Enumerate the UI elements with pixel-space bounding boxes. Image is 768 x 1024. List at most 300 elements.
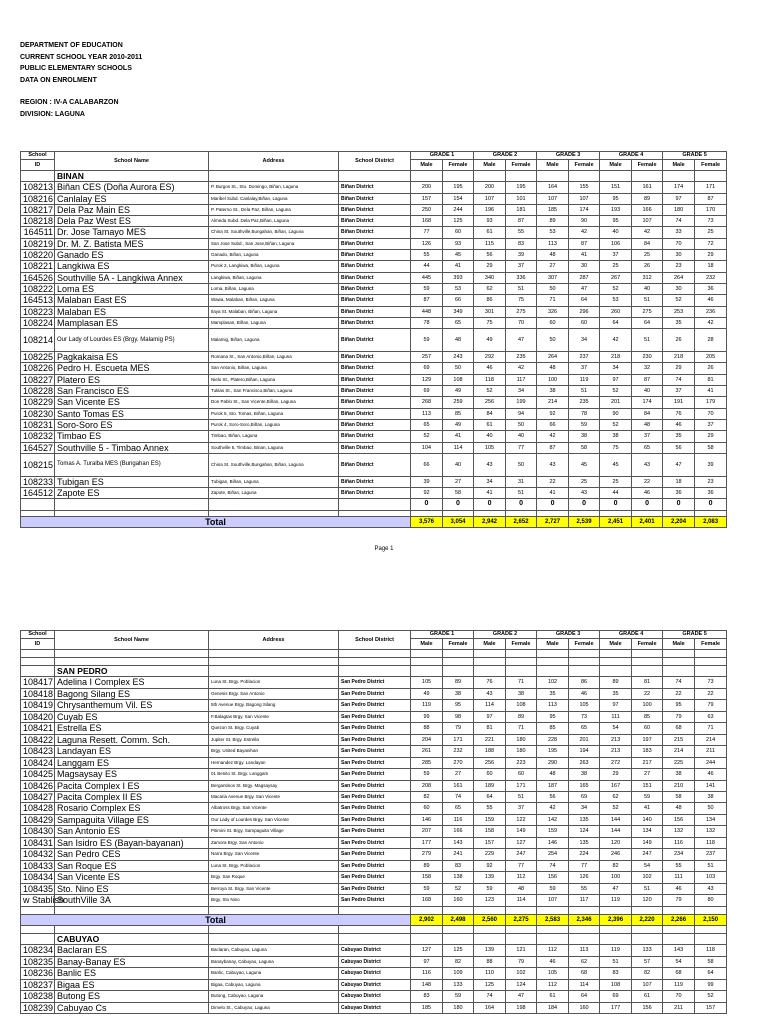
grade-5-male-count: 74 bbox=[663, 677, 695, 688]
school-id: 108228 bbox=[21, 386, 55, 397]
grade-5-male-count: 35 bbox=[663, 431, 695, 442]
enrolment-table-page-1 bbox=[20, 151, 727, 528]
grade-3-female-count: 87 bbox=[569, 238, 600, 249]
col-grade-1: GRADE 1 bbox=[411, 631, 474, 639]
grade-5-female-count: 73 bbox=[695, 677, 727, 688]
school-address-text: P. Burgos St., Sto. Domingo, Biñan, Laguna bbox=[211, 184, 299, 190]
grade-3-female-count: 237 bbox=[569, 352, 600, 363]
grade-5-male-count: 132 bbox=[663, 826, 695, 837]
blank-row bbox=[21, 650, 727, 658]
grade-5-female-count: 73 bbox=[695, 216, 727, 227]
total-value: 2,727 bbox=[537, 516, 569, 527]
school-row bbox=[21, 363, 727, 374]
header-school-type: PUBLIC ELEMENTARY SCHOOLS bbox=[20, 65, 132, 72]
school-row bbox=[21, 374, 727, 385]
school-address bbox=[209, 837, 339, 848]
grade-4-male-count: 42 bbox=[600, 329, 632, 352]
grade-2-female-count: 48 bbox=[506, 883, 537, 894]
grade-1-male-count: 59 bbox=[411, 883, 443, 894]
school-address-text: F.Balagtas Brgy. San Vicente bbox=[211, 713, 269, 719]
school-address bbox=[209, 295, 339, 306]
grade-4-male-count: 95 bbox=[600, 216, 632, 227]
school-id: 108418 bbox=[21, 688, 55, 699]
school-id: 108235 bbox=[21, 956, 55, 967]
school-name: SouthVille 3A bbox=[55, 895, 209, 906]
school-address-text: P. Paterno St., Dela Paz, Biñan, Laguna bbox=[211, 206, 291, 212]
col-male: Male bbox=[411, 160, 443, 171]
col-male: Male bbox=[474, 160, 506, 171]
grade-2-male-count: 97 bbox=[474, 711, 506, 722]
grade-5-male-count: 68 bbox=[663, 968, 695, 979]
grade-1-male-count: 207 bbox=[411, 826, 443, 837]
grade-2-female-count: 89 bbox=[506, 711, 537, 722]
col-school-id-bottom: ID bbox=[21, 639, 55, 650]
grade-1-male-count: 49 bbox=[411, 688, 443, 699]
grade-1-female-count: 83 bbox=[443, 860, 474, 871]
school-district: San Pedro District bbox=[339, 849, 411, 860]
grade-5-female-count: 18 bbox=[695, 261, 727, 272]
school-name: Southville 5 - Timbao Annex bbox=[55, 442, 209, 453]
grade-5-female-count: 70 bbox=[695, 408, 727, 419]
grade-5-male-count: 54 bbox=[663, 956, 695, 967]
grade-5-female-count: 29 bbox=[695, 250, 727, 261]
school-district: Biñan District bbox=[339, 419, 411, 430]
grade-3-male-count: 22 bbox=[537, 476, 569, 487]
total-value: 3,576 bbox=[411, 516, 443, 527]
school-address-text: Don Pablo St., San Vicente,Biñan, Laguna bbox=[211, 399, 296, 405]
grade-3-male-count: 60 bbox=[537, 317, 569, 328]
school-address-text: Tubigan, Biñan, Laguna bbox=[211, 478, 259, 484]
section-title-san-pedro: SAN PEDRO bbox=[55, 666, 209, 677]
grade-4-female-count: 100 bbox=[632, 700, 663, 711]
school-row bbox=[21, 329, 727, 352]
grade-1-male-count: 208 bbox=[411, 780, 443, 791]
school-address-text: Macaria Avenue Brgy. San Vicente bbox=[211, 793, 281, 799]
school-id: 108215 bbox=[21, 453, 55, 476]
grade-4-male-count: 97 bbox=[600, 374, 632, 385]
grade-3-male-count: 307 bbox=[537, 272, 569, 283]
school-id: 108238 bbox=[21, 991, 55, 1002]
grade-3-male-count: 113 bbox=[537, 238, 569, 249]
grade-3-female-count: 73 bbox=[569, 711, 600, 722]
total-value: 2,083 bbox=[695, 516, 727, 527]
grade-5-male-count: 174 bbox=[663, 182, 695, 193]
grade-4-male-count: 69 bbox=[600, 991, 632, 1002]
grade-5-female-count: 71 bbox=[695, 723, 727, 734]
grade-1-female-count: 143 bbox=[443, 837, 474, 848]
grade-4-female-count: 174 bbox=[632, 397, 663, 408]
grade-3-male-count: 113 bbox=[537, 700, 569, 711]
school-address bbox=[209, 272, 339, 283]
grade-1-female-count: 166 bbox=[443, 826, 474, 837]
grade-3-female-count: 68 bbox=[569, 968, 600, 979]
col-female: Female bbox=[569, 160, 600, 171]
grade-4-female-count: 140 bbox=[632, 814, 663, 825]
grade-1-female-count: 243 bbox=[443, 352, 474, 363]
grade-5-female-count: 103 bbox=[695, 872, 727, 883]
grade-2-male-count: 301 bbox=[474, 306, 506, 317]
school-address bbox=[209, 791, 339, 802]
zero-value: 0 bbox=[537, 499, 569, 510]
document-header bbox=[20, 40, 142, 120]
col-male: Male bbox=[537, 160, 569, 171]
school-id: 108220 bbox=[21, 250, 55, 261]
grade-2-male-count: 105 bbox=[474, 442, 506, 453]
grade-5-female-count: 232 bbox=[695, 272, 727, 283]
school-id: 108213 bbox=[21, 182, 55, 193]
grade-2-male-count: 229 bbox=[474, 849, 506, 860]
school-district: San Pedro District bbox=[339, 746, 411, 757]
grade-2-female-count: 181 bbox=[506, 204, 537, 215]
grade-5-male-count: 211 bbox=[663, 1002, 695, 1013]
school-name: Sto. Nino ES bbox=[55, 883, 209, 894]
school-address bbox=[209, 216, 339, 227]
school-id: 164512 bbox=[21, 488, 55, 499]
school-row bbox=[21, 872, 727, 883]
school-address-text: Purok 5, Sto. Tomas, Biñan, Laguna bbox=[211, 410, 283, 416]
school-address-text: San Antonio, Biñan, Laguna bbox=[211, 365, 267, 371]
total-value: 2,150 bbox=[695, 914, 727, 925]
grade-4-male-count: 246 bbox=[600, 849, 632, 860]
col-female: Female bbox=[443, 160, 474, 171]
school-address bbox=[209, 408, 339, 419]
total-value: 2,498 bbox=[443, 914, 474, 925]
grade-4-female-count: 312 bbox=[632, 272, 663, 283]
school-row bbox=[21, 488, 727, 499]
grade-1-female-count: 27 bbox=[443, 476, 474, 487]
grade-5-female-count: 52 bbox=[695, 991, 727, 1002]
grade-4-female-count: 275 bbox=[632, 306, 663, 317]
grade-2-female-count: 51 bbox=[506, 791, 537, 802]
school-id: 108232 bbox=[21, 431, 55, 442]
school-district: Biñan District bbox=[339, 227, 411, 238]
grade-2-male-count: 86 bbox=[474, 295, 506, 306]
grade-1-female-count: 259 bbox=[443, 397, 474, 408]
grade-4-male-count: 119 bbox=[600, 945, 632, 956]
grade-3-male-count: 41 bbox=[537, 488, 569, 499]
total-label: Total bbox=[21, 914, 411, 925]
school-address-text: Almeda Subd. Dela Paz,Biñan, Laguna bbox=[211, 218, 290, 224]
grade-5-male-count: 48 bbox=[663, 803, 695, 814]
school-district: Biñan District bbox=[339, 352, 411, 363]
grade-1-female-count: 40 bbox=[443, 453, 474, 476]
grade-5-male-count: 95 bbox=[663, 700, 695, 711]
zero-value: 0 bbox=[632, 499, 663, 510]
blank-row bbox=[21, 658, 727, 666]
school-row bbox=[21, 883, 727, 894]
grade-1-female-count: 232 bbox=[443, 746, 474, 757]
school-name: San Isidro ES (Bayan-bayanan) bbox=[55, 837, 209, 848]
grade-1-male-count: 146 bbox=[411, 814, 443, 825]
grade-5-male-count: 180 bbox=[663, 204, 695, 215]
school-address-text: Genesis Brgy. San Antonio bbox=[211, 690, 265, 696]
grade-5-male-count: 23 bbox=[663, 261, 695, 272]
total-value: 2,275 bbox=[506, 914, 537, 925]
col-grade-4: GRADE 4 bbox=[600, 631, 663, 639]
total-value: 3,054 bbox=[443, 516, 474, 527]
zero-value: 0 bbox=[600, 499, 632, 510]
grade-2-male-count: 81 bbox=[474, 723, 506, 734]
total-value: 2,560 bbox=[474, 914, 506, 925]
grade-4-male-count: 52 bbox=[600, 419, 632, 430]
school-id: 108425 bbox=[21, 769, 55, 780]
grade-3-female-count: 160 bbox=[569, 1002, 600, 1013]
grade-1-male-count: 55 bbox=[411, 250, 443, 261]
grade-4-female-count: 107 bbox=[632, 979, 663, 990]
header-school-year: CURRENT SCHOOL YEAR 2010-2011 bbox=[20, 53, 143, 61]
grade-5-female-count: 58 bbox=[695, 442, 727, 453]
school-row bbox=[21, 895, 727, 906]
school-row bbox=[21, 476, 727, 487]
school-id: 108422 bbox=[21, 734, 55, 745]
grade-3-female-count: 34 bbox=[569, 803, 600, 814]
school-district: San Pedro District bbox=[339, 826, 411, 837]
zero-value: 0 bbox=[695, 499, 727, 510]
grade-2-female-count: 55 bbox=[506, 227, 537, 238]
school-address bbox=[209, 711, 339, 722]
grade-1-female-count: 58 bbox=[443, 488, 474, 499]
grade-2-female-count: 51 bbox=[506, 488, 537, 499]
enrolment-table-page-2 bbox=[20, 630, 727, 1014]
grade-4-male-count: 90 bbox=[600, 408, 632, 419]
school-district: Biñan District bbox=[339, 317, 411, 328]
grade-1-male-count: 69 bbox=[411, 363, 443, 374]
grade-3-female-count: 64 bbox=[569, 295, 600, 306]
school-name: Mamplasan ES bbox=[55, 317, 209, 328]
grade-4-male-count: 25 bbox=[600, 476, 632, 487]
grade-5-female-count: 80 bbox=[695, 895, 727, 906]
school-name: San Francisco ES bbox=[55, 386, 209, 397]
school-name: San Antonio ES bbox=[55, 826, 209, 837]
school-name: Soro-Soro ES bbox=[55, 419, 209, 430]
col-school-id-top: School bbox=[21, 631, 55, 639]
grade-2-male-count: 114 bbox=[474, 700, 506, 711]
school-district: Biñan District bbox=[339, 261, 411, 272]
grade-5-female-count: 36 bbox=[695, 488, 727, 499]
grade-4-female-count: 51 bbox=[632, 883, 663, 894]
grade-3-male-count: 42 bbox=[537, 431, 569, 442]
school-name: Banay-Banay ES bbox=[55, 956, 209, 967]
grade-2-male-count: 256 bbox=[474, 397, 506, 408]
total-value: 2,401 bbox=[632, 516, 663, 527]
grade-5-male-count: 210 bbox=[663, 780, 695, 791]
school-address-text: Timbao, Biñan, Laguna bbox=[211, 433, 258, 439]
grade-1-male-count: 126 bbox=[411, 238, 443, 249]
grade-2-male-count: 115 bbox=[474, 238, 506, 249]
grade-2-female-count: 121 bbox=[506, 945, 537, 956]
school-address-text: Malamig, Biñan, Laguna bbox=[211, 337, 260, 343]
school-address bbox=[209, 419, 339, 430]
grade-2-female-count: 122 bbox=[506, 814, 537, 825]
grade-5-male-count: 70 bbox=[663, 238, 695, 249]
grade-1-male-count: 119 bbox=[411, 700, 443, 711]
grade-4-male-count: 151 bbox=[600, 182, 632, 193]
grade-3-male-count: 146 bbox=[537, 837, 569, 848]
school-district: San Pedro District bbox=[339, 711, 411, 722]
grade-1-male-count: 83 bbox=[411, 991, 443, 1002]
school-address-text: Ganado, Biñan, Laguna bbox=[211, 252, 259, 258]
grade-2-male-count: 55 bbox=[474, 803, 506, 814]
school-id: 164513 bbox=[21, 295, 55, 306]
grade-4-female-count: 102 bbox=[632, 872, 663, 883]
grade-2-female-count: 71 bbox=[506, 723, 537, 734]
grade-2-female-count: 171 bbox=[506, 780, 537, 791]
grade-4-male-count: 40 bbox=[600, 227, 632, 238]
school-name: San Vicente ES bbox=[55, 872, 209, 883]
school-name: Langgam ES bbox=[55, 757, 209, 768]
grade-2-male-count: 46 bbox=[474, 363, 506, 374]
grade-3-female-count: 174 bbox=[569, 204, 600, 215]
grade-2-male-count: 256 bbox=[474, 757, 506, 768]
school-district: Biñan District bbox=[339, 442, 411, 453]
grade-5-male-count: 70 bbox=[663, 991, 695, 1002]
grade-5-male-count: 214 bbox=[663, 746, 695, 757]
school-district: Biñan District bbox=[339, 216, 411, 227]
grade-1-male-count: 88 bbox=[411, 723, 443, 734]
grade-2-female-count: 39 bbox=[506, 250, 537, 261]
grade-5-female-count: 29 bbox=[695, 431, 727, 442]
school-address bbox=[209, 700, 339, 711]
grade-4-female-count: 183 bbox=[632, 746, 663, 757]
grade-3-male-count: 89 bbox=[537, 216, 569, 227]
school-district: San Pedro District bbox=[339, 872, 411, 883]
grade-1-female-count: 41 bbox=[443, 261, 474, 272]
school-row bbox=[21, 849, 727, 860]
grade-2-female-count: 149 bbox=[506, 826, 537, 837]
col-female: Female bbox=[632, 160, 663, 171]
grade-5-female-count: 46 bbox=[695, 295, 727, 306]
grade-4-female-count: 32 bbox=[632, 363, 663, 374]
grade-3-male-count: 85 bbox=[537, 723, 569, 734]
grade-2-male-count: 60 bbox=[474, 769, 506, 780]
school-id: 108432 bbox=[21, 849, 55, 860]
grade-1-male-count: 59 bbox=[411, 769, 443, 780]
grade-3-female-count: 45 bbox=[569, 453, 600, 476]
school-address bbox=[209, 250, 339, 261]
school-name: Zapote ES bbox=[55, 488, 209, 499]
header-region: REGION : IV-A CALABARZON bbox=[20, 99, 119, 106]
grade-4-female-count: 60 bbox=[632, 723, 663, 734]
grade-5-female-count: 205 bbox=[695, 352, 727, 363]
school-id: 108223 bbox=[21, 306, 55, 317]
school-id: 108233 bbox=[21, 476, 55, 487]
grade-3-male-count: 195 bbox=[537, 746, 569, 757]
school-row bbox=[21, 945, 727, 956]
grade-2-male-count: 292 bbox=[474, 352, 506, 363]
school-district: Biñan District bbox=[339, 408, 411, 419]
col-male: Male bbox=[537, 639, 569, 650]
grade-3-female-count: 46 bbox=[569, 688, 600, 699]
grade-4-female-count: 149 bbox=[632, 837, 663, 848]
school-district: San Pedro District bbox=[339, 688, 411, 699]
school-district: San Pedro District bbox=[339, 814, 411, 825]
grade-4-male-count: 35 bbox=[600, 688, 632, 699]
grade-4-male-count: 120 bbox=[600, 837, 632, 848]
school-row bbox=[21, 250, 727, 261]
school-address-text: 5th Avenue Brgy. Bagong Silang bbox=[211, 702, 276, 708]
school-row bbox=[21, 182, 727, 193]
grade-3-female-count: 42 bbox=[569, 227, 600, 238]
school-district: Biñan District bbox=[339, 295, 411, 306]
grade-4-female-count: 134 bbox=[632, 826, 663, 837]
total-value: 2,266 bbox=[663, 914, 695, 925]
grade-1-female-count: 133 bbox=[443, 979, 474, 990]
grade-4-female-count: 51 bbox=[632, 329, 663, 352]
school-address-text: Zapote, Biñan, Laguna bbox=[211, 490, 257, 496]
school-district: Biñan District bbox=[339, 283, 411, 294]
grade-3-female-count: 105 bbox=[569, 700, 600, 711]
grade-4-male-count: 34 bbox=[600, 363, 632, 374]
grade-4-female-count: 48 bbox=[632, 419, 663, 430]
grade-1-female-count: 66 bbox=[443, 295, 474, 306]
grade-4-female-count: 161 bbox=[632, 182, 663, 193]
grade-4-male-count: 52 bbox=[600, 386, 632, 397]
grade-2-male-count: 123 bbox=[474, 895, 506, 906]
school-id: 108214 bbox=[21, 329, 55, 352]
grade-3-male-count: 48 bbox=[537, 250, 569, 261]
grade-2-female-count: 34 bbox=[506, 386, 537, 397]
grade-3-male-count: 56 bbox=[537, 791, 569, 802]
grade-3-female-count: 194 bbox=[569, 746, 600, 757]
grade-4-male-count: 272 bbox=[600, 757, 632, 768]
school-row bbox=[21, 317, 727, 328]
grade-4-female-count: 26 bbox=[632, 261, 663, 272]
grade-3-male-count: 46 bbox=[537, 956, 569, 967]
grade-2-female-count: 51 bbox=[506, 283, 537, 294]
school-row bbox=[21, 826, 727, 837]
grade-3-male-count: 107 bbox=[537, 895, 569, 906]
school-address-text: Dimelo St., Cabuyao, Laguna bbox=[211, 1004, 270, 1010]
grade-1-female-count: 161 bbox=[443, 780, 474, 791]
school-address-text: Maribel Subd. Canlalay,Biñan, Laguna bbox=[211, 195, 288, 201]
grade-5-male-count: 143 bbox=[663, 945, 695, 956]
grade-1-female-count: 393 bbox=[443, 272, 474, 283]
grade-2-male-count: 88 bbox=[474, 956, 506, 967]
grade-5-female-count: 236 bbox=[695, 306, 727, 317]
zero-row bbox=[21, 499, 727, 510]
school-name: Laguna Resett. Comm. Sch. bbox=[55, 734, 209, 745]
grade-3-female-count: 47 bbox=[569, 283, 600, 294]
school-address bbox=[209, 453, 339, 476]
school-address bbox=[209, 991, 339, 1002]
grade-4-female-count: 61 bbox=[632, 991, 663, 1002]
grade-4-male-count: 144 bbox=[600, 826, 632, 837]
school-row bbox=[21, 216, 727, 227]
school-address-text: Southville 5, Timbao, Binan, Laguna bbox=[211, 444, 284, 450]
grade-5-male-count: 253 bbox=[663, 306, 695, 317]
grade-5-male-count: 79 bbox=[663, 711, 695, 722]
grade-1-male-count: 60 bbox=[411, 803, 443, 814]
school-address-text: Ilaya St. Malaban, Biñan, Laguna bbox=[211, 308, 278, 314]
school-address bbox=[209, 956, 339, 967]
grade-3-male-count: 326 bbox=[537, 306, 569, 317]
grade-2-male-count: 61 bbox=[474, 227, 506, 238]
grade-1-female-count: 241 bbox=[443, 849, 474, 860]
school-name: Rosario Complex ES bbox=[55, 803, 209, 814]
grade-5-female-count: 50 bbox=[695, 803, 727, 814]
school-district: Biñan District bbox=[339, 363, 411, 374]
total-value: 2,451 bbox=[600, 516, 632, 527]
school-row bbox=[21, 860, 727, 871]
grade-4-male-count: 97 bbox=[600, 700, 632, 711]
school-id: 108229 bbox=[21, 397, 55, 408]
grade-3-female-count: 38 bbox=[569, 431, 600, 442]
grade-4-male-count: 213 bbox=[600, 746, 632, 757]
grade-4-male-count: 64 bbox=[600, 317, 632, 328]
school-name: San Vicente ES bbox=[55, 397, 209, 408]
grade-5-female-count: 132 bbox=[695, 826, 727, 837]
grade-2-female-count: 83 bbox=[506, 238, 537, 249]
